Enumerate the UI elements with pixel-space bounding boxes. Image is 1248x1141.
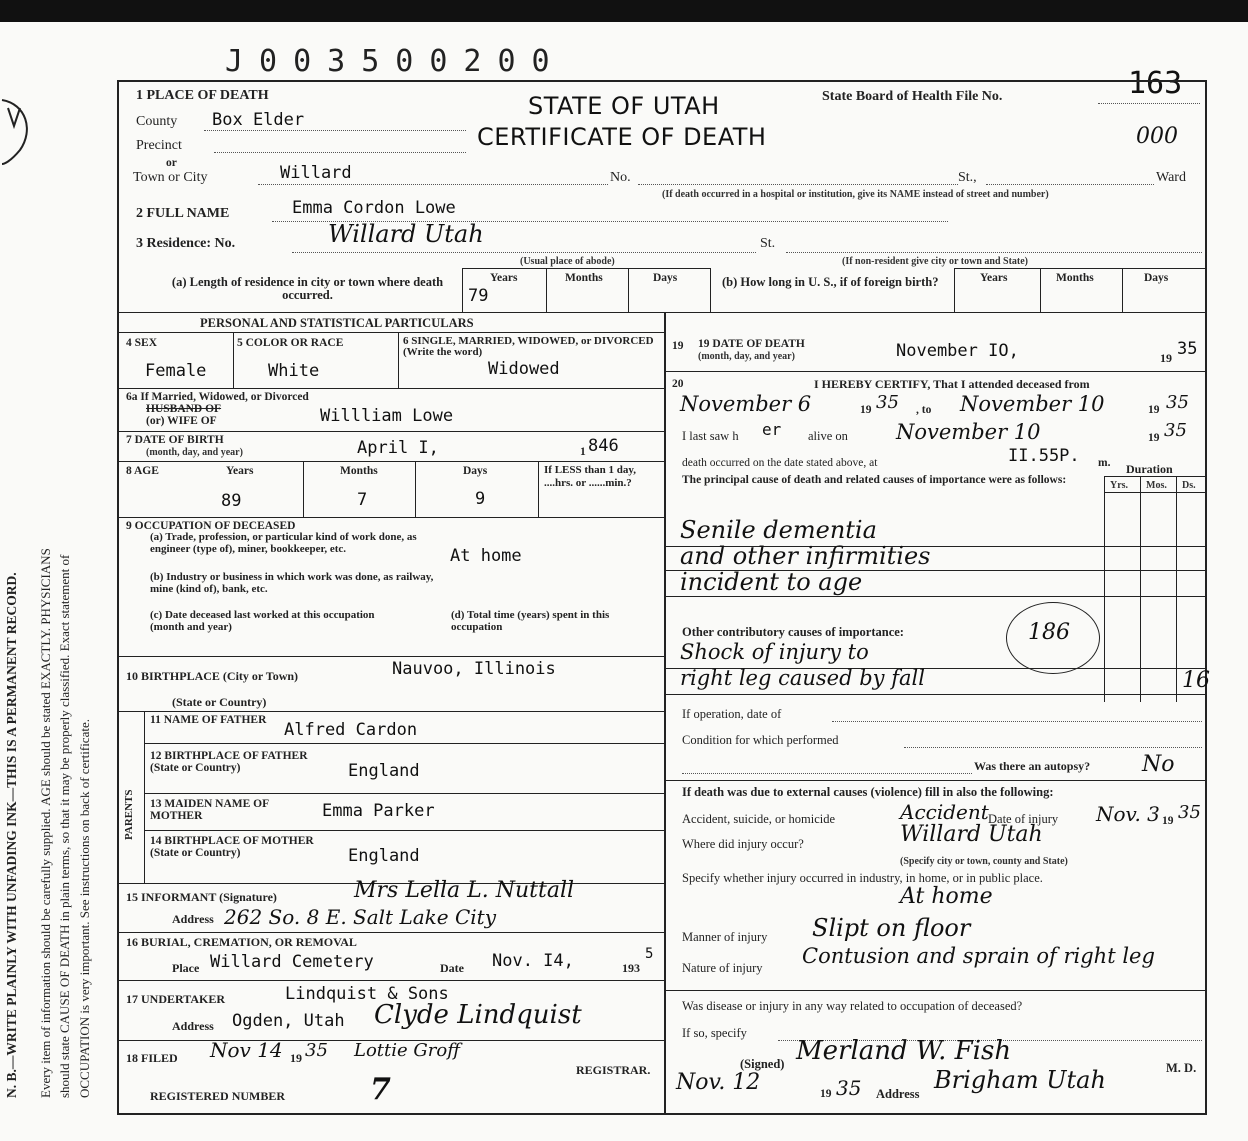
informant-label: 15 INFORMANT (Signature) xyxy=(126,890,277,904)
burial-place-label: Place xyxy=(172,961,200,975)
margin-instructions-line: should state CAUSE OF DEATH in plain terms, so that it may be properly classified. Exact statement of xyxy=(57,554,72,1098)
hospital-note: (If death occurred in a hospital or institution, give its NAME instead of street and number) xyxy=(662,189,1049,200)
nature-value: Contusion and sprain of right leg xyxy=(802,944,1155,968)
occupation-c-label: (c) Date deceased last worked at this occupation (month and year) xyxy=(150,609,375,633)
sex-label: 4 SEX xyxy=(126,337,157,349)
certify-text: I HEREBY CERTIFY, That I attended deceased from xyxy=(814,377,1090,391)
sig-year: 35 xyxy=(836,1076,862,1100)
death-year: 35 xyxy=(1177,339,1198,359)
color-label: 5 COLOR OR RACE xyxy=(237,337,344,349)
contributory-line-1: Shock of injury to xyxy=(680,640,869,664)
state-title: STATE OF UTAH xyxy=(528,92,720,120)
scan-top-border xyxy=(0,0,1248,22)
registered-number-label: REGISTERED NUMBER xyxy=(150,1089,286,1103)
street-label: St., xyxy=(958,170,977,185)
informant-signature: Mrs Lella L. Nuttall xyxy=(354,878,575,903)
duration-years-header: Yrs. xyxy=(1110,480,1129,491)
accident-value: Accident xyxy=(900,800,989,824)
serial-number: J003500200 xyxy=(225,44,566,79)
occupation-a-label: (a) Trade, profession, or particular kind of work done, as engineer (type of), miner, bookkeeper, etc. xyxy=(150,531,417,555)
mother-birthplace-value: England xyxy=(348,846,420,866)
dob-label: 7 DATE OF BIRTH xyxy=(126,434,224,446)
age-years-header: Years xyxy=(226,465,254,477)
undertaker-address: Ogden, Utah xyxy=(232,1011,345,1031)
filed-year: 35 xyxy=(305,1040,328,1061)
county-label: County xyxy=(136,114,178,129)
margin-instructions-line: OCCUPATION is very important. See instructions on back of certificate. xyxy=(77,719,92,1098)
foreign-birth-label: (b) How long in U. S., if of foreign birth? xyxy=(722,275,939,289)
accident-label: Accident, suicide, or homicide xyxy=(682,812,836,826)
autopsy-value: No xyxy=(1142,752,1175,777)
registered-number: 7 xyxy=(370,1072,391,1107)
husband-of-label: HUSBAND OF xyxy=(146,403,222,415)
cause-line-2: and other infirmities xyxy=(680,542,931,570)
town-label: Town or City xyxy=(133,170,208,185)
age-years-value: 89 xyxy=(221,491,242,511)
dob-year-value: 846 xyxy=(588,436,619,456)
death-date-label: 19 DATE OF DEATH xyxy=(698,338,805,350)
md-label: M. D. xyxy=(1166,1061,1197,1075)
manner-value: Slipt on floor xyxy=(812,914,971,942)
dob-year-prefix: 1 xyxy=(580,446,586,458)
attended-from: November 6 xyxy=(680,392,812,416)
birthplace-label: 10 BIRTHPLACE (City or Town) xyxy=(126,669,299,683)
age-label: 8 AGE xyxy=(126,465,159,477)
death-year-prefix: 19 xyxy=(1160,351,1172,365)
residence-value: Willard Utah xyxy=(328,220,484,248)
burial-label: 16 BURIAL, CREMATION, OR REMOVAL xyxy=(126,935,357,949)
physician-address-label: Address xyxy=(876,1087,920,1101)
death-time: II.55P. xyxy=(1008,446,1080,466)
death-date-sub-label: (month, day, and year) xyxy=(698,351,795,362)
alive-on-date: November 10 xyxy=(896,420,1041,444)
res-years-value: 79 xyxy=(468,286,489,306)
undertaker-signature: Clyde Lindquist xyxy=(374,1000,582,1030)
where-injury-label: Where did injury occur? xyxy=(682,837,804,851)
age-months-header: Months xyxy=(340,465,378,477)
or-label: or xyxy=(166,157,177,169)
registrar-signature: Lottie Groff xyxy=(354,1040,460,1061)
occupation-value: At home xyxy=(450,546,522,566)
father-birthplace-value: England xyxy=(348,761,420,781)
us-months-header: Months xyxy=(1056,272,1094,284)
from-year: 35 xyxy=(876,392,899,413)
cause-line-3: incident to age xyxy=(680,568,863,596)
certify-num: 20 xyxy=(672,378,684,390)
filed-date: Nov 14 xyxy=(210,1038,283,1062)
contributory-line-2: right leg caused by fall xyxy=(680,666,925,690)
margin-warning-line: N. B.—WRITE PLAINLY WITH UNFADING INK—THIS IS A PERMANENT RECORD. xyxy=(4,572,19,1098)
specify-place-value: At home xyxy=(900,884,993,909)
contributory-duration-days: 16 xyxy=(1182,668,1210,693)
filed-label: 18 FILED xyxy=(126,1051,178,1065)
age-days-header: Days xyxy=(463,465,488,477)
res-days-header: Days xyxy=(653,272,678,284)
res-years-header: Years xyxy=(490,272,518,284)
res-months-header: Months xyxy=(565,272,603,284)
duration-days-header: Ds. xyxy=(1182,480,1196,491)
signature-date: Nov. 12 xyxy=(676,1070,761,1095)
occupation-b-label: (b) Industry or business in which work was done, as railway, mine (kind of), bank, etc. xyxy=(150,571,434,595)
last-saw-her: er xyxy=(762,420,782,439)
burial-place-value: Willard Cemetery xyxy=(210,952,374,972)
residence-street-label: St. xyxy=(760,236,776,251)
length-of-residence-label: (a) Length of residence in city or town where death occurred. xyxy=(171,275,444,302)
last-saw-label: I last saw h xyxy=(682,429,739,443)
to-year-prefix: 19 xyxy=(1148,404,1160,416)
alive-on-label: alive on xyxy=(808,429,848,443)
death-time-m: m. xyxy=(1098,457,1111,469)
usual-abode-note: (Usual place of abode) xyxy=(520,256,615,267)
dob-sub-label: (month, day, and year) xyxy=(146,447,243,458)
marital-label: 6 SINGLE, MARRIED, WIDOWED, or DIVORCED (Write the word) xyxy=(403,335,654,358)
nature-label: Nature of injury xyxy=(682,961,763,975)
mother-birthplace-label: 14 BIRTHPLACE OF MOTHER (State or Country) xyxy=(150,835,314,859)
occupation-label: 9 OCCUPATION OF DECEASED xyxy=(126,520,296,532)
related-occupation-label: Was disease or injury in any way related to occupation of deceased? xyxy=(682,999,1023,1013)
burial-year-prefix: 193 xyxy=(622,961,640,975)
undertaker-value: Lindquist & Sons xyxy=(285,984,449,1004)
father-birthplace-label: 12 BIRTHPLACE OF FATHER (State or Country) xyxy=(150,750,308,774)
death-occurred-label: death occurred on the date stated above, at xyxy=(682,457,878,469)
burial-date-value: Nov. I4, xyxy=(492,951,574,971)
certificate-title: CERTIFICATE OF DEATH xyxy=(477,123,767,151)
file-number-label: State Board of Health File No. xyxy=(822,89,1003,104)
alive-year-prefix: 19 xyxy=(1148,432,1160,444)
physician-signature: Merland W. Fish xyxy=(796,1036,1012,1066)
external-causes-label: If death was due to external causes (violence) fill in also the following: xyxy=(682,785,1054,799)
marital-value: Widowed xyxy=(488,359,560,379)
where-injury-note: (Specify city or town, county and State) xyxy=(900,856,1068,867)
spouse-value: Willliam Lowe xyxy=(320,406,454,426)
birthplace-value: Nauvoo, Illinois xyxy=(392,659,556,679)
father-name-label: 11 NAME OF FATHER xyxy=(150,714,267,726)
undertaker-label: 17 UNDERTAKER xyxy=(126,992,226,1006)
where-injury-value: Willard Utah xyxy=(900,822,1043,847)
death-date-value: November IO, xyxy=(896,341,1019,361)
specify-place-label: Specify whether injury occurred in industry, in home, or in public place. xyxy=(682,871,1043,885)
age-days-value: 9 xyxy=(475,489,486,509)
manner-label: Manner of injury xyxy=(682,930,768,944)
death-date-num: 19 xyxy=(672,340,684,352)
precinct-label: Precinct xyxy=(136,138,182,153)
burial-year: 5 xyxy=(645,946,654,962)
margin-instructions-line: Every item of information should be carefully supplied. AGE should be stated EXACTLY. PHYSICIANS xyxy=(38,548,53,1098)
condition-label: Condition for which performed xyxy=(682,733,839,747)
full-name-value: Emma Cordon Lowe xyxy=(292,198,456,218)
injury-date-label: Date of injury xyxy=(988,812,1059,826)
alive-year: 35 xyxy=(1164,420,1187,441)
to-label: , to xyxy=(916,404,932,416)
sig-year-prefix: 19 xyxy=(820,1088,832,1100)
ward-label: Ward xyxy=(1156,170,1186,185)
autopsy-label: Was there an autopsy? xyxy=(974,759,1091,773)
burial-date-label: Date xyxy=(440,961,464,975)
duration-months-header: Mos. xyxy=(1146,480,1167,491)
full-name-label: 2 FULL NAME xyxy=(136,206,230,221)
undertaker-address-label: Address xyxy=(172,1019,214,1033)
from-year-prefix: 19 xyxy=(860,404,872,416)
to-year: 35 xyxy=(1166,392,1189,413)
attended-to: November 10 xyxy=(960,392,1105,416)
margin-scribble xyxy=(0,90,40,180)
dob-value: April I, xyxy=(357,438,439,458)
physician-address: Brigham Utah xyxy=(934,1066,1106,1094)
file-number: 163 xyxy=(1128,66,1183,101)
street-no-label: No. xyxy=(610,170,631,185)
wife-of-label: (or) WIFE OF xyxy=(146,415,217,427)
us-years-header: Years xyxy=(980,272,1008,284)
color-value: White xyxy=(268,361,320,381)
place-of-death-label: 1 PLACE OF DEATH xyxy=(136,88,269,103)
duration-label: Duration xyxy=(1126,462,1173,476)
us-days-header: Days xyxy=(1144,272,1169,284)
mother-name-label: 13 MAIDEN NAME OF MOTHER xyxy=(150,798,269,822)
father-name-value: Alfred Cardon xyxy=(284,720,418,740)
sex-value: Female xyxy=(145,361,207,381)
cause-line-1: Senile dementia xyxy=(680,516,877,544)
principal-cause-label: The principal cause of death and related causes of importance were as follows: xyxy=(682,474,1067,486)
registrar-label: REGISTRAR. xyxy=(576,1063,651,1077)
contributory-label: Other contributory causes of importance: xyxy=(682,625,904,639)
signed-label: (Signed) xyxy=(740,1057,785,1071)
file-sub-number: 000 xyxy=(1136,124,1178,149)
town-value: Willard xyxy=(280,163,352,183)
personal-section-label: PERSONAL AND STATISTICAL PARTICULARS xyxy=(200,316,474,330)
less-than-day-label: If LESS than 1 day, ....hrs. or ......min.? xyxy=(544,464,637,489)
age-months-value: 7 xyxy=(357,490,368,510)
injury-year: 35 xyxy=(1178,802,1201,823)
county-value: Box Elder xyxy=(212,110,305,130)
occupation-d-label: (d) Total time (years) spent in this occupation xyxy=(451,609,610,633)
residence-label: 3 Residence: No. xyxy=(136,236,236,251)
operation-label: If operation, date of xyxy=(682,707,782,721)
injury-year-prefix: 19 xyxy=(1162,815,1174,827)
informant-address-label: Address xyxy=(172,912,214,926)
circled-code: 186 xyxy=(1028,620,1070,645)
non-resident-note: (If non-resident give city or town and State) xyxy=(842,256,1029,267)
if-so-label: If so, specify xyxy=(682,1026,747,1040)
spouse-label-married: 6a If Married, Widowed, or Divorced xyxy=(126,391,309,403)
informant-address: 262 So. 8 E. Salt Lake City xyxy=(224,905,497,929)
parents-side-label: PARENTS xyxy=(123,789,135,840)
mother-name-value: Emma Parker xyxy=(322,801,435,821)
filed-year-prefix: 19 xyxy=(290,1051,302,1065)
birthplace-state-label: (State or Country) xyxy=(172,695,267,709)
injury-date: Nov. 3 xyxy=(1096,802,1160,826)
